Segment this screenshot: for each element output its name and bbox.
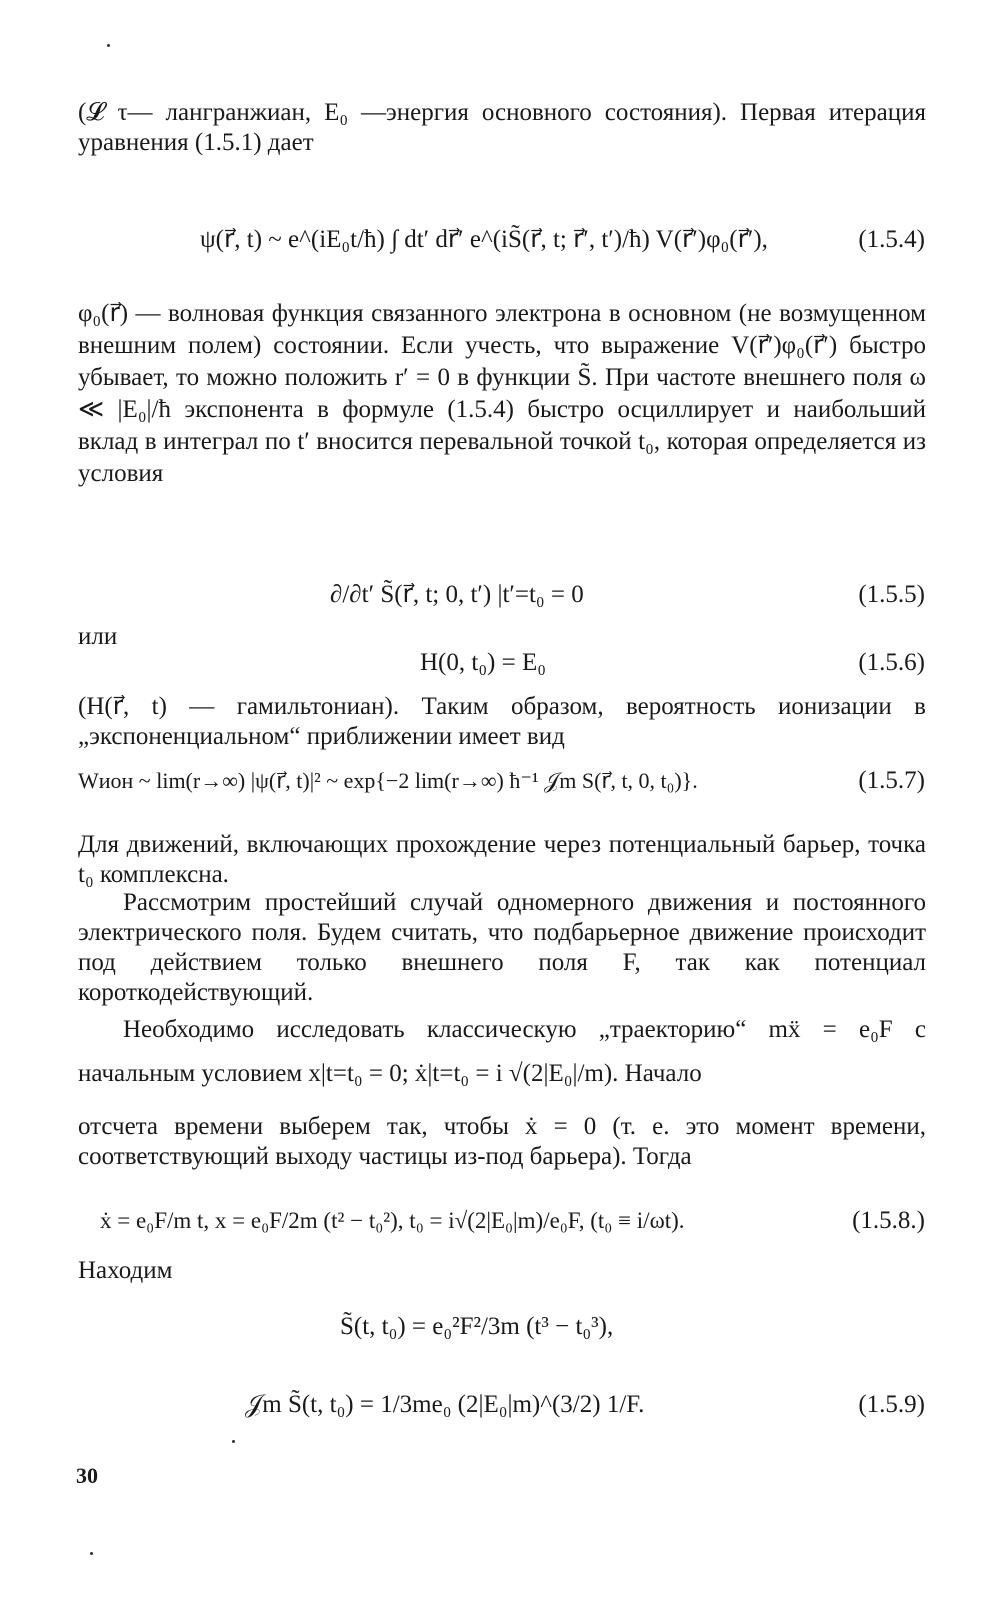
paragraph-one-dimensional: Рассмотрим простейший случай одномерного движения и постоянного электрического поля. Будем считать, что подбарьерное движение происходит под действием только внешнего поля F, так как потенциал короткодействующий. (78, 889, 926, 1006)
paragraph-hamiltonian: (H(r⃗, t) — гамильтониан). Таким образом, вероятность ионизации в „экспоненциальном“ приближении имеет вид (78, 693, 926, 750)
equation-1-5-6: H(0, t₀) = E₀ (420, 649, 546, 676)
scan-speck (107, 44, 110, 47)
equation-number-1-5-7: (1.5.7) (858, 767, 925, 794)
paragraph-intro: (𝓛 τ— лангранжиан, E₀ —энергия основного состояния). Первая итерация уравнения (1.5.1) дает (78, 99, 926, 156)
equation-number-1-5-9: (1.5.9) (858, 1391, 925, 1418)
page-number: 30 (76, 1463, 98, 1488)
scan-speck (232, 1440, 235, 1443)
equation-s-tilde: S̃(t, t₀) = e₀²F²/3m (t³ − t₀³), (340, 1313, 614, 1340)
equation-1-5-5: ∂/∂t′ S̃(r⃗, t; 0, t′) |t′=t₀ = 0 (330, 581, 584, 608)
equation-number-1-5-6: (1.5.6) (858, 649, 925, 676)
paragraph-we-find: Находим (78, 1257, 173, 1284)
paragraph-barrier: Для движений, включающих прохождение через потенциальный барьер, точка t₀ комплексна. (78, 831, 926, 888)
equation-1-5-9: 𝒥m S̃(t, t₀) = 1/3me₀ (2|E₀|m)^(3/2) 1/F. (245, 1391, 645, 1418)
paragraph-or: или (78, 623, 118, 650)
paragraph-trajectory: Необходимо исследовать классическую „траекторию“ mẍ = e₀F с начальным условием x|t=t₀ = 0; ẋ|t=t₀ = i √(2|E₀|/m). Начало (78, 1016, 926, 1087)
equation-1-5-7: Wион ~ lim(r→∞) |ψ(r⃗, t)|² ~ exp{−2 lim(r→∞) ħ⁻¹ 𝒥m S(r⃗, t, 0, t₀)}. (78, 768, 698, 793)
scan-speck (90, 1552, 93, 1555)
equation-1-5-4: ψ(r⃗, t) ~ e^(iE₀t/ħ) ∫ dt′ dr⃗′ e^(iS̃(r⃗, t; r⃗′, t′)/ħ) V(r⃗′)φ₀(r⃗′), (200, 226, 768, 253)
equation-number-1-5-5: (1.5.5) (858, 581, 925, 608)
equation-number-1-5-8: (1.5.8.) (852, 1207, 925, 1234)
paragraph-time-origin: отсчета времени выберем так, чтобы ẋ = 0 (т. е. это момент времени, соответствующий выходу частицы из-под барьера). Тогда (78, 1113, 926, 1170)
paragraph-wavefunction: φ₀(r⃗) — волновая функция связанного электрона в основном (не возмущенном внешним полем) состоянии. Если учесть, что выражение V(r⃗′)φ₀(r⃗′) быстро убывает, то можно положить r′ = 0 в функции S̃. При частоте внешнего поля ω ≪ |E₀|/ħ экспонента в формуле (1.5.4) быстро осциллирует и наибольший вклад в интеграл по t′ вносится перевальной точкой t₀, которая определяется из условия (78, 300, 926, 487)
equation-1-5-8: ẋ = e₀F/m t, x = e₀F/2m (t² − t₀²), t₀ = i√(2|E₀|m)/e₀F, (t₀ ≡ i/ωt). (100, 1208, 685, 1233)
equation-number-1-5-4: (1.5.4) (858, 226, 925, 253)
